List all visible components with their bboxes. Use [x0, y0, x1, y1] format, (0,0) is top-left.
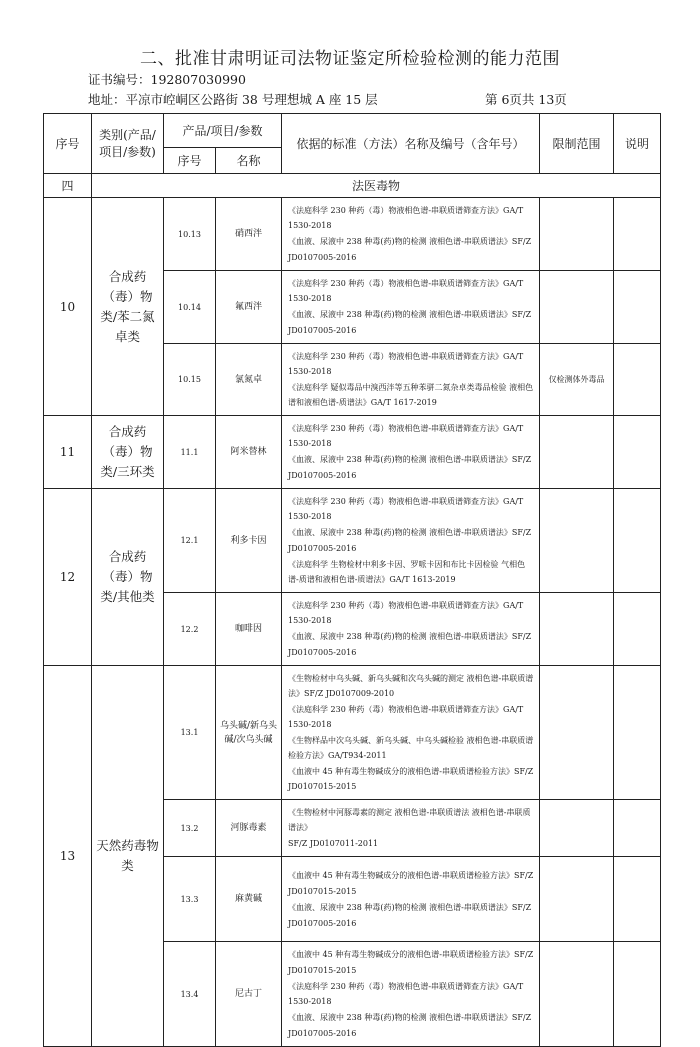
item-limit [540, 857, 614, 942]
header-note: 说明 [614, 114, 661, 174]
standard-line: SF/Z JD0107011-2011 [288, 839, 379, 848]
page-title: 二、批准甘肃明证司法物证鉴定所检验检测的能力范围 [140, 49, 560, 69]
group-number: 13 [44, 666, 92, 1047]
standard-line: 《法庭科学 230 种药（毒）物液相色谱-串联质谱筛查方法》GA/T 1530-2018 [288, 982, 524, 1006]
header-category: 类别(产品/项目/参数) [92, 114, 164, 174]
standard-line: 《法庭科学 生物检材中利多卡因、罗哌卡因和布比卡因检验 气相色谱-质谱和液相色谱-质谱法》GA/T 1613-2019 [288, 560, 526, 584]
standard-line: 《法庭科学 230 种药（毒）物液相色谱-串联质谱筛查方法》GA/T 1530-2018 [288, 705, 524, 729]
section-number: 四 [44, 174, 92, 198]
item-standards [282, 800, 540, 857]
header-standard: 依据的标准（方法）名称及编号（含年号） [282, 114, 540, 174]
group-number: 10 [44, 198, 92, 416]
item-seq: 12.1 [164, 489, 216, 593]
standard-line: 《法庭科学 230 种药（毒）物液相色谱-串联质谱筛查方法》GA/T 1530-2018 [288, 206, 524, 230]
item-seq: 11.1 [164, 416, 216, 489]
item-limit: 仅检测体外毒品 [540, 344, 614, 416]
standard-line: JD0107005-2016 [288, 1029, 357, 1038]
item-note [614, 344, 661, 416]
standard-line: 《法庭科学 230 种药（毒）物液相色谱-串联质谱筛查方法》GA/T 1530-2018 [288, 279, 524, 303]
certificate-number: 证书编号：192807030990 [88, 72, 246, 87]
table-row [44, 416, 661, 489]
item-name: 咖啡因 [216, 593, 282, 666]
standard-line: 《血液、尿液中 238 种毒(药)物的检测 液相色谱-串联质谱法》SF/Z [288, 632, 532, 641]
item-limit [540, 942, 614, 1047]
standard-line: JD0107015-2015 [288, 966, 357, 975]
item-note [614, 800, 661, 857]
item-limit [540, 593, 614, 666]
item-standards [282, 666, 540, 800]
item-seq: 13.4 [164, 942, 216, 1047]
standard-line: JD0107005-2016 [288, 648, 357, 657]
standard-line: 《血液、尿液中 238 种毒(药)物的检测 液相色谱-串联质谱法》SF/Z [288, 310, 532, 319]
standard-line: 《生物检材中乌头碱、新乌头碱和次乌头碱的测定 液相色谱-串联质谱法》SF/Z JD0107009-2010 [288, 674, 534, 698]
standard-line: 《血液、尿液中 238 种毒(药)物的检测 液相色谱-串联质谱法》SF/Z [288, 455, 532, 464]
item-name: 利多卡因 [216, 489, 282, 593]
item-name: 硝西泮 [216, 198, 282, 271]
standard-line: 《血液、尿液中 238 种毒(药)物的检测 液相色谱-串联质谱法》SF/Z [288, 902, 532, 912]
group-category: 合成药（毒）物类/苯二氮卓类 [92, 198, 164, 416]
item-standards [282, 416, 540, 489]
item-name: 氯氮卓 [216, 344, 282, 416]
item-limit [540, 416, 614, 489]
standard-line: JD0107005-2016 [288, 544, 357, 553]
item-name: 尼古丁 [216, 942, 282, 1047]
header-seq: 序号 [44, 114, 92, 174]
item-standards [282, 593, 540, 666]
item-name: 麻黄碱 [216, 857, 282, 942]
header-sub-seq: 序号 [164, 148, 216, 174]
standard-line: JD0107005-2016 [288, 471, 357, 480]
group-number: 12 [44, 489, 92, 666]
item-limit [540, 666, 614, 800]
standard-line: 《血液、尿液中 238 种毒(药)物的检测 液相色谱-串联质谱法》SF/Z [288, 528, 532, 537]
item-seq: 13.3 [164, 857, 216, 942]
item-note [614, 416, 661, 489]
item-standards [282, 198, 540, 271]
standard-line: 《生物检材中河豚毒素的测定 液相色谱-串联质谱法 液相色谱-串联质谱法》 [288, 808, 531, 832]
standard-line: 《法庭科学 230 种药（毒）物液相色谱-串联质谱筛查方法》GA/T 1530-2018 [288, 601, 524, 625]
item-note [614, 593, 661, 666]
standard-line: JD0107005-2016 [288, 253, 357, 262]
table-row [44, 489, 661, 593]
standard-line: 《法庭科学 230 种药（毒）物液相色谱-串联质谱筛查方法》GA/T 1530-2018 [288, 497, 524, 521]
item-standards [282, 271, 540, 344]
standard-line: 《血液中 45 种有毒生物碱成分的液相色谱-串联质谱检验方法》SF/Z JD0107015-2015 [288, 767, 534, 791]
item-name: 河豚毒素 [216, 800, 282, 857]
standard-line: 《法庭科学 230 种药（毒）物液相色谱-串联质谱筛查方法》GA/T 1530-2018 [288, 352, 524, 376]
group-category: 合成药（毒）物类/其他类 [92, 489, 164, 666]
item-note [614, 271, 661, 344]
standard-line: 《血液中 45 种有毒生物碱成分的液相色谱-串联质谱检验方法》SF/Z [288, 870, 534, 880]
header-limit: 限制范围 [540, 114, 614, 174]
item-limit [540, 271, 614, 344]
item-limit [540, 800, 614, 857]
standard-line: 《法庭科学 230 种药（毒）物液相色谱-串联质谱筛查方法》GA/T 1530-2018 [288, 424, 524, 448]
standard-line: JD0107005-2016 [288, 918, 357, 928]
item-standards [282, 857, 540, 942]
standard-line: JD0107005-2016 [288, 326, 357, 335]
item-limit [540, 198, 614, 271]
item-standards [282, 344, 540, 416]
item-seq: 10.13 [164, 198, 216, 271]
item-seq: 10.15 [164, 344, 216, 416]
item-seq: 12.2 [164, 593, 216, 666]
page-number: 第 6页共 13页 [485, 92, 567, 107]
section-name: 法医毒物 [92, 174, 661, 198]
standard-line: 《血液、尿液中 238 种毒(药)物的检测 液相色谱-串联质谱法》SF/Z [288, 1013, 532, 1022]
standard-line: 《血液、尿液中 238 种毒(药)物的检测 液相色谱-串联质谱法》SF/Z [288, 237, 532, 246]
table-row [44, 198, 661, 271]
item-limit [540, 489, 614, 593]
header-sub-name: 名称 [216, 148, 282, 174]
item-name: 氟西泮 [216, 271, 282, 344]
item-seq: 13.1 [164, 666, 216, 800]
group-category: 合成药（毒）物类/三环类 [92, 416, 164, 489]
standard-line: 《血液中 45 种有毒生物碱成分的液相色谱-串联质谱检验方法》SF/Z [288, 950, 534, 959]
table-row [44, 666, 661, 800]
item-standards [282, 489, 540, 593]
header-product: 产品/项目/参数 [164, 114, 282, 148]
item-note [614, 942, 661, 1047]
item-note [614, 489, 661, 593]
item-name: 乌头碱/新乌头碱/次乌头碱 [216, 666, 282, 800]
item-note [614, 857, 661, 942]
address: 地址：平凉市崆峒区公路街 38 号理想城 A 座 15 层 [88, 92, 378, 107]
item-name: 阿米替林 [216, 416, 282, 489]
item-note [614, 198, 661, 271]
group-number: 11 [44, 416, 92, 489]
item-seq: 13.2 [164, 800, 216, 857]
item-standards [282, 942, 540, 1047]
standard-line: 《法庭科学 疑似毒品中溴西泮等五种苯骈二氮杂卓类毒品检验 液相色谱和液相色谱-质谱法》GA/T 1617-2019 [288, 383, 534, 407]
item-seq: 10.14 [164, 271, 216, 344]
item-note [614, 666, 661, 800]
capability-table [43, 113, 661, 1047]
standard-line: JD0107015-2015 [288, 886, 357, 896]
group-category: 天然药毒物类 [92, 666, 164, 1047]
standard-line: 《生物样品中次乌头碱、新乌头碱、中乌头碱检验 液相色谱-串联质谱检验方法》GA/T934-2011 [288, 736, 534, 760]
